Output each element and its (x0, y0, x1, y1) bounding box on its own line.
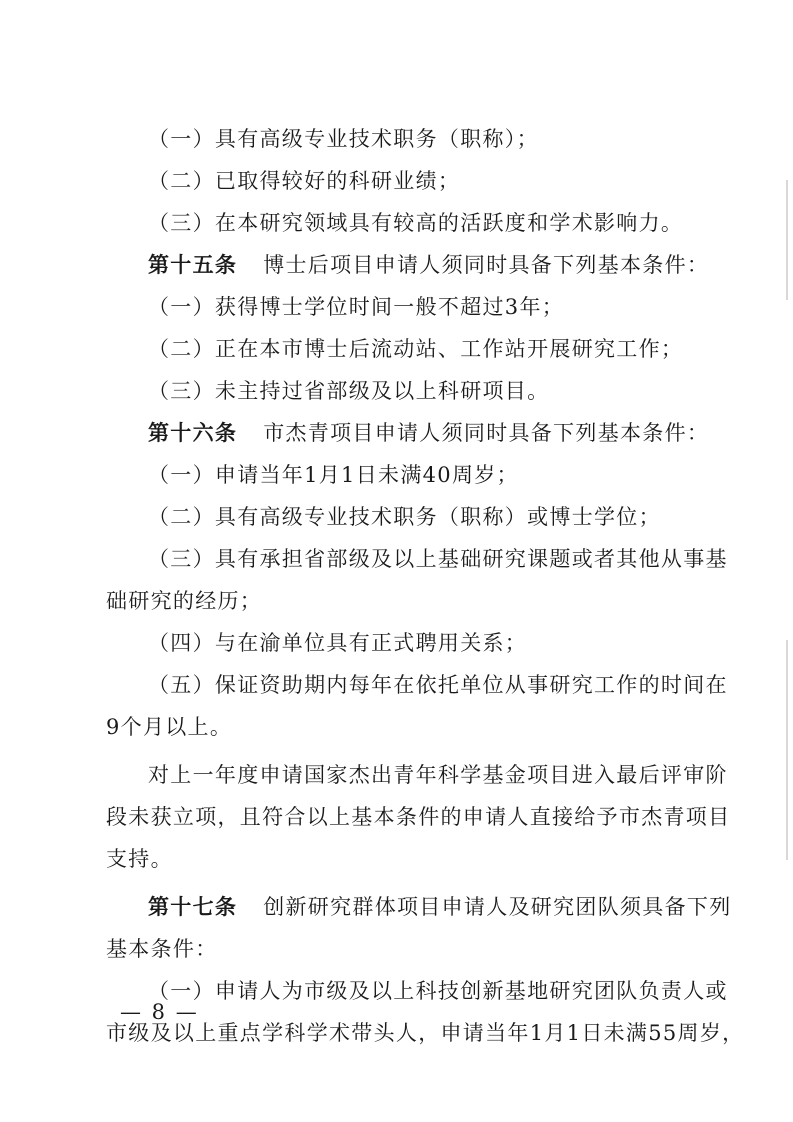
text-line (106, 202, 702, 244)
article-heading-line (106, 412, 710, 454)
line-text: 博士后项目申请人须同时具备下列基本条件： (263, 253, 710, 277)
document-body (106, 118, 745, 1054)
text-line (106, 754, 728, 796)
text-line (106, 580, 702, 622)
article-label: 第十六条 (148, 421, 238, 445)
text-line (106, 496, 702, 538)
text-line (106, 622, 702, 664)
line-text: 支持。 (106, 847, 173, 871)
text-line (106, 538, 728, 580)
line-text: （一）获得博士学位时间一般不超过3年； (148, 295, 565, 319)
text-line (106, 454, 702, 496)
line-text: （二）正在本市博士后流动站、工作站开展研究工作； (148, 337, 684, 361)
text-line (106, 838, 702, 880)
line-text: 市级及以上重点学科学术带头人，申请当年1月1日未满55周岁， (106, 1021, 745, 1045)
text-line (106, 118, 702, 160)
text-line (106, 706, 702, 748)
line-text: 础研究的经历； (106, 589, 263, 613)
article-label: 第十七条 (148, 895, 238, 919)
line-text: 9个月以上。 (106, 715, 233, 739)
scan-edge-mark (786, 180, 788, 300)
line-text: （三）在本研究领域具有较高的活跃度和学术影响力。 (148, 211, 684, 235)
page-number: — 8 — (120, 1000, 199, 1024)
line-text: （二）已取得较好的科研业绩； (148, 169, 461, 193)
line-text: 对上一年度申请国家杰出青年科学基金项目进入最后评审阶 (148, 763, 728, 787)
line-text: （四）与在渝单位具有正式聘用关系； (148, 631, 528, 655)
line-text: （二）具有高级专业技术职务（职称）或博士学位； (148, 505, 661, 529)
article-heading-line (106, 886, 732, 928)
line-text: （一）申请当年1月1日未满40周岁； (148, 463, 519, 487)
line-text: 市杰青项目申请人须同时具备下列基本条件： (263, 421, 710, 445)
line-text: （一）申请人为市级及以上科技创新基地研究团队负责人或 (148, 979, 728, 1003)
line-text: （五）保证资助期内每年在依托单位从事研究工作的时间在 (148, 673, 728, 697)
line-text: （三）未主持过省部级及以上科研项目。 (148, 379, 550, 403)
article-heading-line (106, 244, 710, 286)
text-line (106, 328, 702, 370)
scan-edge-mark (786, 640, 788, 860)
text-line (106, 928, 702, 970)
text-line (106, 796, 731, 838)
line-text: （三）具有承担省部级及以上基础研究课题或者其他从事基 (148, 547, 728, 571)
line-text: 段未获立项，且符合以上基本条件的申请人直接给予市杰青项目 (106, 805, 731, 829)
line-text: 基本条件： (106, 937, 218, 961)
text-line (106, 160, 702, 202)
text-line (106, 370, 702, 412)
text-line (106, 286, 702, 328)
text-line (106, 664, 728, 706)
article-label: 第十五条 (148, 253, 238, 277)
line-text: 创新研究群体项目申请人及研究团队须具备下列 (263, 895, 732, 919)
line-text: （一）具有高级专业技术职务（职称）； (148, 127, 539, 151)
